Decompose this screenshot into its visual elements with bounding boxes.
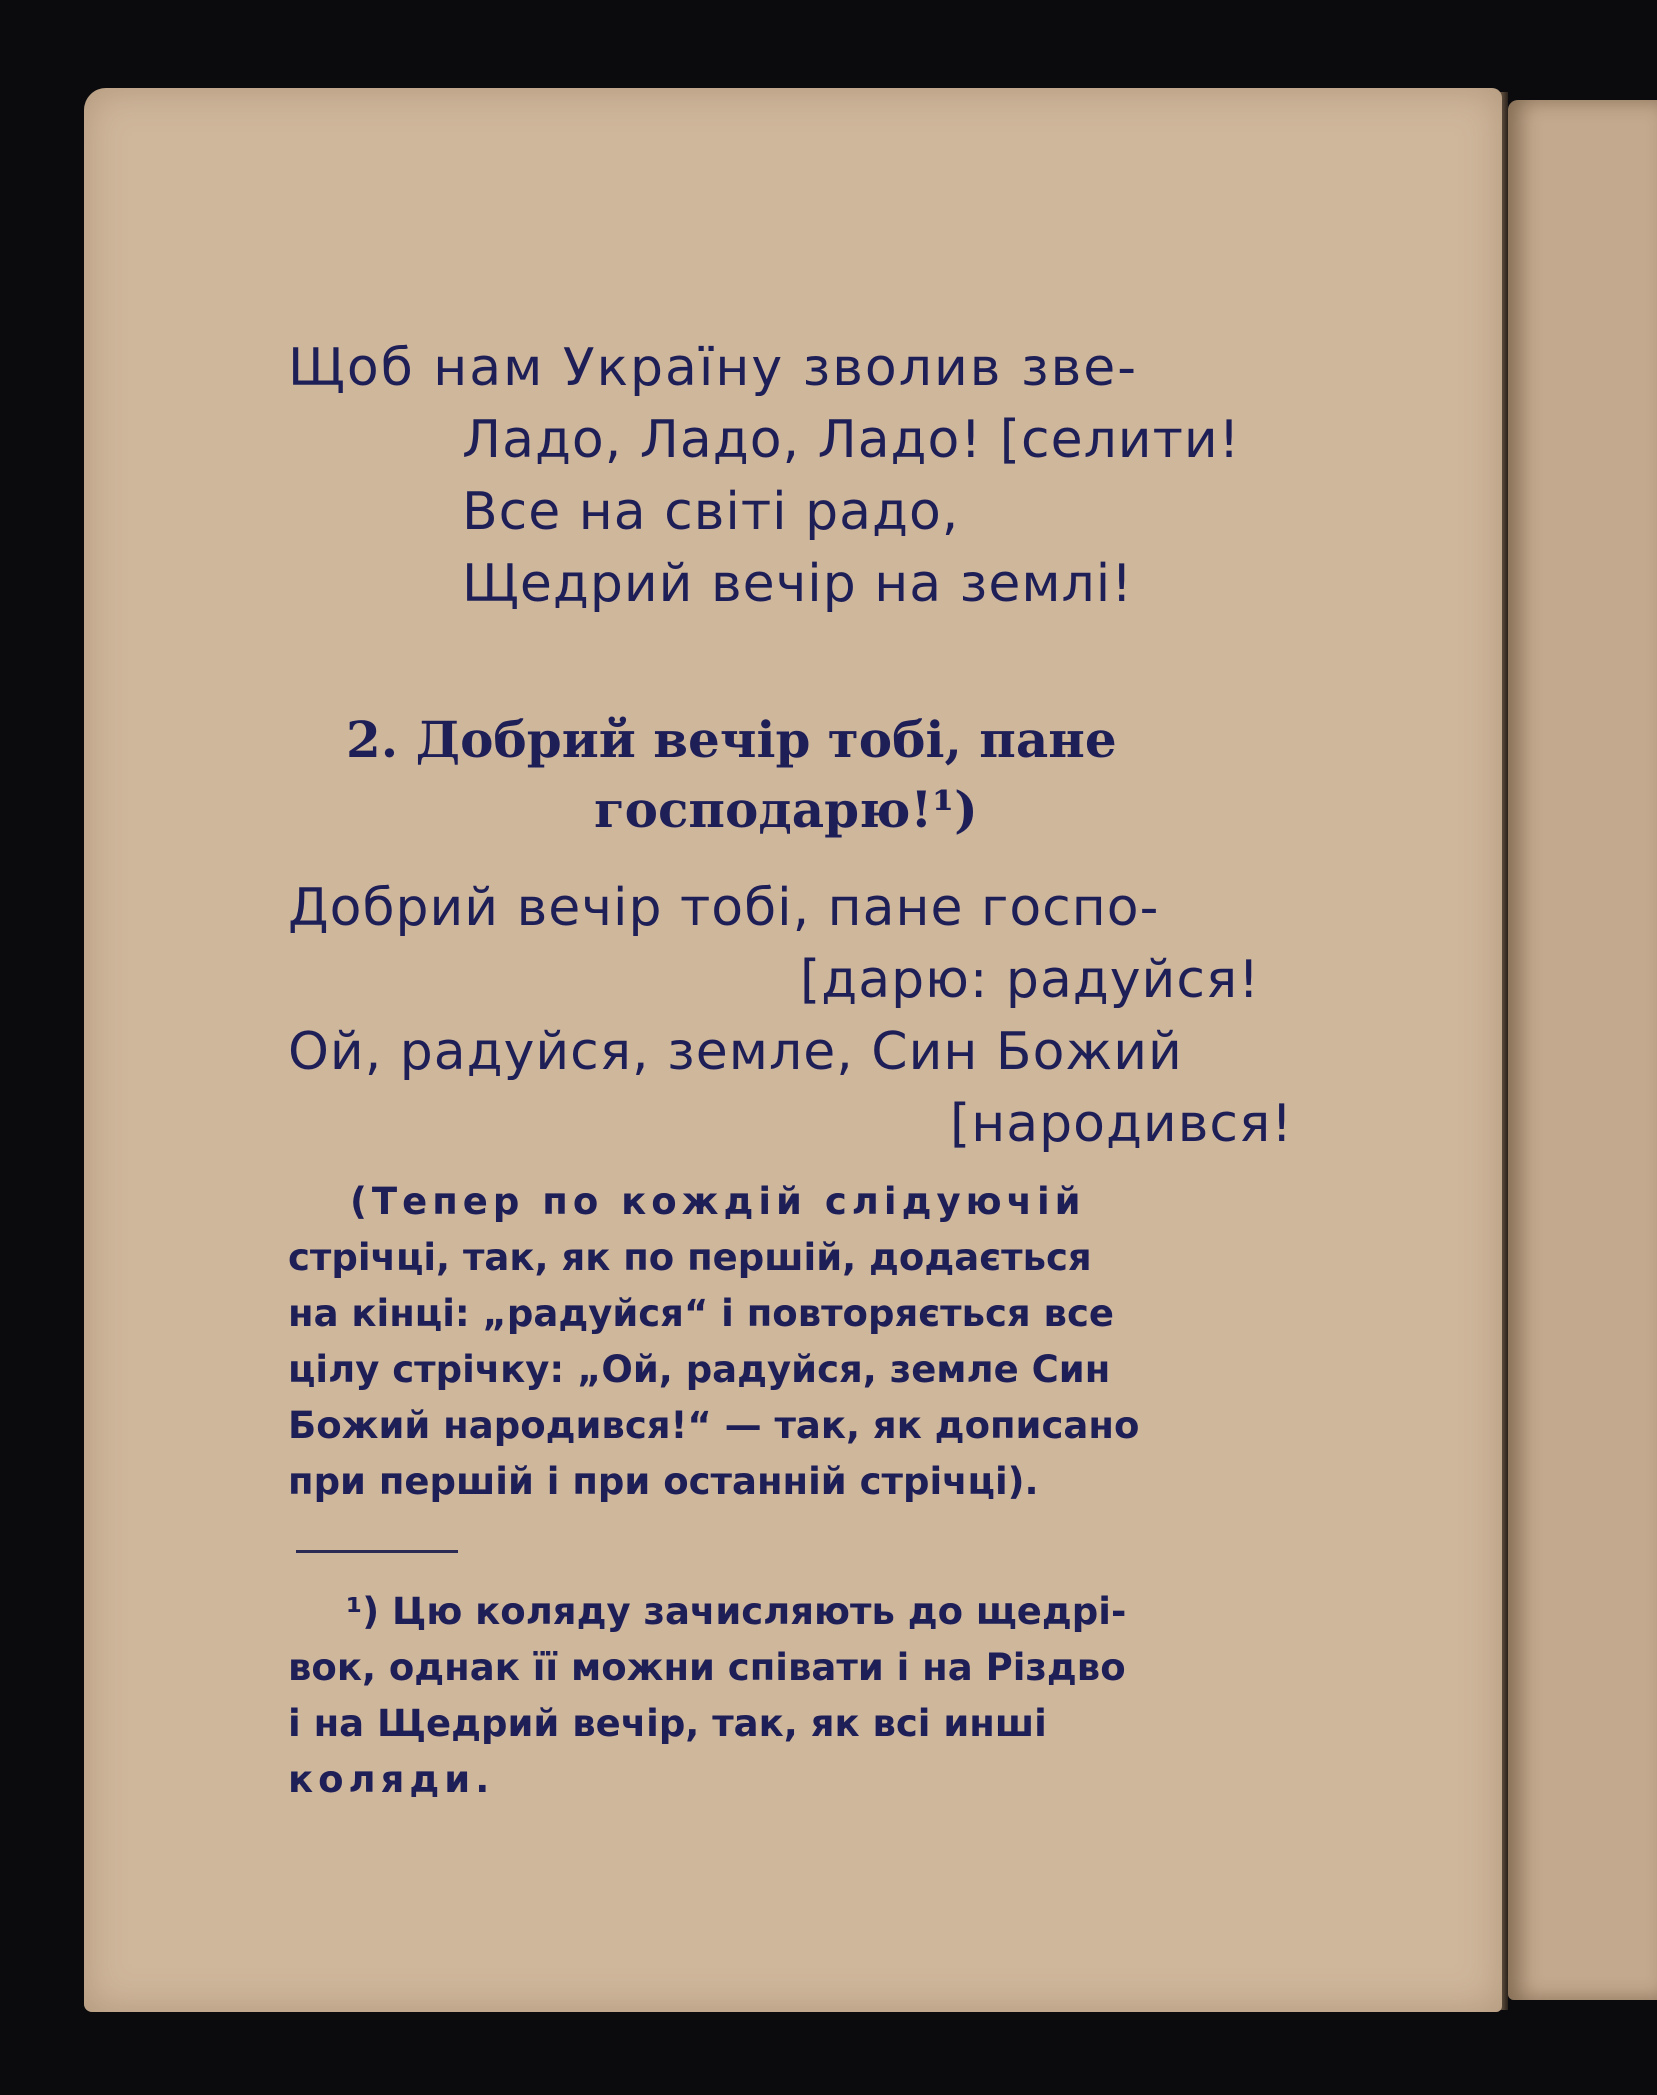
instruction-line: на кінці: „радуйся“ і повторяється все [288, 1292, 1114, 1335]
verse-line: Ой, радуйся, земле, Син Божий [288, 1022, 1183, 1082]
verse-line: [дарю: радуйся! [800, 950, 1261, 1010]
carol-title-line-1: 2. Добрий вечір тобі, пане [346, 710, 1117, 769]
verse-line: Добрий вечір тобі, пане госпо- [288, 878, 1160, 938]
instruction-line: Божий народився!“ — так, як дописано [288, 1404, 1140, 1447]
footnote-divider [296, 1550, 458, 1553]
verse-line: Щоб нам Україну зволив зве- [288, 338, 1138, 398]
footnote-line: ¹) Цю коляду зачисляють до щедрі- [346, 1590, 1127, 1633]
footnote-line: вок, однак її можни співати і на Різдво [288, 1646, 1126, 1689]
book-page [84, 88, 1502, 2012]
verse-line: [народився! [950, 1094, 1294, 1154]
instruction-line: цілу стрічку: „Ой, радуйся, земле Син [288, 1348, 1111, 1391]
footnote-line: і на Щедрий вечір, так, як всі инші [288, 1702, 1047, 1745]
next-page-edge [1508, 100, 1657, 2000]
instruction-line: стрічці, так, як по першій, додається [288, 1236, 1092, 1279]
instruction-line: при першій і при останній стрічці). [288, 1460, 1039, 1503]
verse-line: Щедрий вечір на землі! [462, 554, 1134, 614]
footnote-line: коляди. [288, 1758, 495, 1801]
verse-line: Все на світі радо, [462, 482, 960, 542]
verse-line: Ладо, Ладо, Ладо! [селити! [462, 410, 1241, 470]
instruction-line: (Тепер по кождій слідуючій [350, 1180, 1086, 1223]
carol-title-line-2: господарю!¹) [594, 780, 978, 839]
